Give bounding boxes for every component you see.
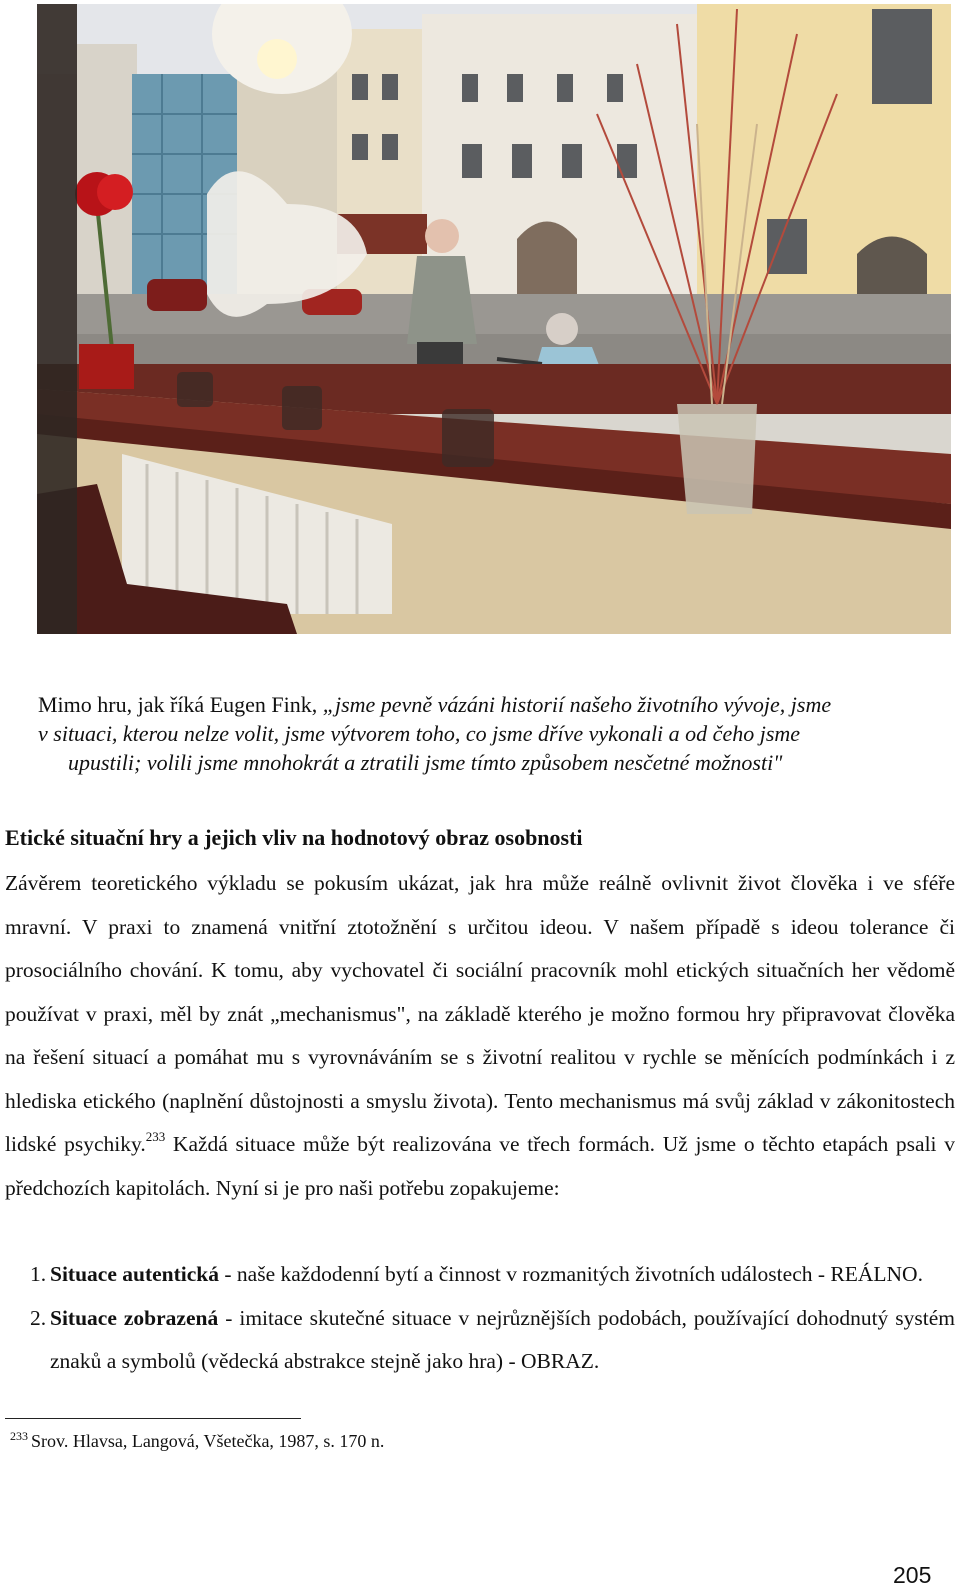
list-item-number: 1. bbox=[30, 1262, 47, 1286]
footnote-text: Srov. Hlavsa, Langová, Všetečka, 1987, s. 170 n. bbox=[31, 1431, 385, 1451]
list-item-number: 2. bbox=[30, 1305, 47, 1330]
quote-line-3-italic: upustili; volili jsme mnohokrát a ztratili jsme tímto způsobem nesčetné možnosti" bbox=[68, 750, 783, 775]
page-number: 205 bbox=[893, 1562, 932, 1588]
body-text-before-ref: Závěrem teoretického výkladu se pokusím ukázat, jak hra může reálně ovlivnit život člověka i ve sféře mravní. V praxi to znamená vnitřní ztotožnění s určitou ideou. V našem případě s ideou tolerance či prosociálního chování. K tomu, aby vychovatel či sociální pracovník mohl etických situačních her vědomě používat v praxi, měl by znát „mechanismus", na základě kterého je možno formou hry připravovat člověka na řešení situací a pomáhat mu s vyrovnáváním se s životní realitou v rychle se měnících podmínkách i z hlediska etického (naplnění důstojnosti a smyslu života). Tento mechanismus má svůj základ v zákonitostech lidské psychiky. bbox=[5, 871, 955, 1156]
photo-illustration bbox=[37, 4, 951, 634]
quote-line-2-italic: v situaci, kterou nelze volit, jsme výtvorem toho, co jsme dříve vykonali a od čeho jsme bbox=[38, 721, 801, 746]
list-item-description: - imitace skutečné situace v nejrůznějších podobách, používající dohodnutý systém znaků a symbolů (vědecká abstrakce stejně jako hra) - OBRAZ. bbox=[50, 1305, 956, 1373]
fink-quote bbox=[38, 690, 953, 777]
quote-line-1 bbox=[38, 690, 953, 719]
footnote-reference: 233 bbox=[145, 1129, 166, 1144]
list-item-description: - naše každodenní bytí a činnost v rozmanitých životních událostech - REÁLNO. bbox=[219, 1262, 923, 1286]
body-paragraph bbox=[5, 862, 955, 1210]
footnote-number: 233 bbox=[10, 1429, 28, 1443]
situation-forms-list bbox=[5, 1253, 955, 1384]
quote-intro: Mimo hru, jak říká Eugen Fink, bbox=[38, 692, 323, 717]
list-item bbox=[5, 1253, 955, 1297]
footnote bbox=[10, 1428, 384, 1454]
list-item-term: Situace zobrazená bbox=[50, 1305, 219, 1330]
body-text-after-ref: Každá situace může být realizována ve třech formách. Už jsme o těchto etapách psali v předchozích kapitolách. Nyní si je pro naši potřebu zopakujeme: bbox=[5, 1132, 955, 1200]
list-item-term: Situace autentická bbox=[50, 1262, 220, 1286]
quote-line-1-italic: „jsme pevně vázáni historií našeho životního vývoje, jsme bbox=[322, 692, 832, 717]
photo-cafe-window bbox=[37, 4, 951, 634]
quote-line-2 bbox=[38, 719, 953, 748]
section-heading: Etické situační hry a jejich vliv na hodnotový obraz osobnosti bbox=[5, 825, 583, 850]
quote-line-3 bbox=[38, 748, 953, 777]
list-item bbox=[5, 1297, 955, 1384]
footnote-divider bbox=[5, 1418, 301, 1419]
